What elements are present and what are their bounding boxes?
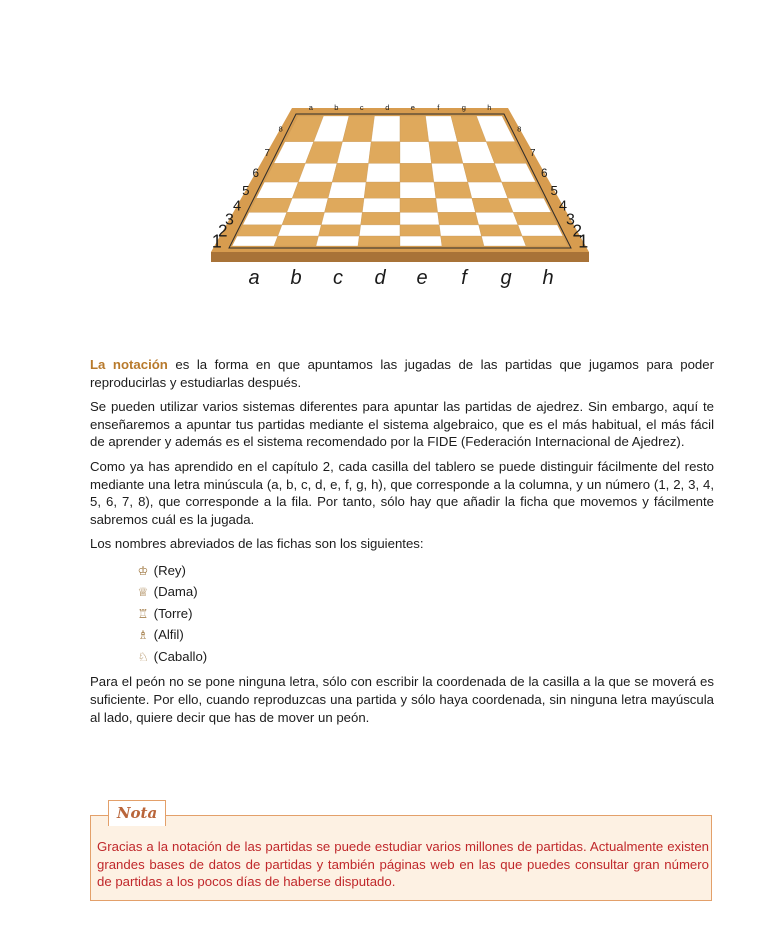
board-square (522, 236, 568, 246)
queen-icon: ♕ (137, 585, 149, 600)
chessboard-figure (200, 96, 600, 296)
board-square (518, 225, 563, 236)
rank-label-left: 6 (252, 166, 259, 180)
board-square (400, 236, 442, 246)
file-label-bottom: h (542, 267, 554, 289)
list-item (136, 581, 714, 603)
rank-label-left: 8 (278, 124, 283, 134)
board-square (479, 225, 523, 236)
file-label-top: f (437, 103, 440, 112)
board-frame-edge (211, 252, 589, 262)
board-square (371, 116, 400, 142)
rank-label-right: 2 (572, 221, 582, 241)
board-square (366, 163, 400, 182)
file-label-top: c (359, 103, 364, 112)
list-item (136, 603, 714, 625)
board-square (325, 198, 365, 212)
board-square (482, 236, 527, 246)
rook-icon: ♖ (137, 606, 149, 621)
board-square (337, 142, 371, 164)
board-square (249, 198, 292, 212)
rank-label-left: 4 (233, 198, 242, 215)
file-label-bottom: f (461, 267, 467, 289)
file-label-top: e (410, 103, 415, 112)
note-text: Gracias a la notación de las partidas se puede estudiar varios millones de partidas. Actualmente existen grandes bases de datos de partidas y también páginas web en las que puedes consultar gran número de partidas a los pocos días de haberse disputado. (97, 839, 709, 890)
piece-list (90, 560, 714, 668)
file-label-top: g (461, 103, 466, 112)
board-square (274, 236, 319, 246)
article-body (90, 356, 714, 733)
piece-label: (Dama) (153, 584, 198, 600)
board-square (438, 212, 479, 225)
board-square (358, 236, 400, 246)
rank-label-right: 6 (541, 166, 548, 180)
board-square (400, 163, 434, 182)
board-square (364, 182, 400, 198)
rank-label-left: 5 (242, 182, 250, 198)
board-square (232, 236, 278, 246)
king-icon: ♔ (137, 563, 149, 578)
rank-label-left: 3 (225, 211, 234, 229)
file-label-top: b (334, 103, 339, 112)
board-square (243, 212, 287, 225)
board-square (476, 212, 519, 225)
file-label-bottom: g (500, 267, 512, 289)
note-title: Nota (108, 800, 166, 826)
file-label-top: h (487, 103, 492, 112)
piece-label: (Rey) (153, 562, 186, 578)
intro-paragraph (90, 356, 714, 391)
file-label-top: a (308, 103, 313, 112)
board-square (332, 163, 368, 182)
rank-label-left: 2 (218, 221, 228, 241)
board-square (436, 198, 476, 212)
rank-label-left: 7 (264, 148, 270, 159)
notation-highlight: La notación (90, 357, 168, 372)
chessboard-diagram (200, 96, 600, 296)
knight-icon: ♘ (137, 649, 149, 664)
board-square (439, 225, 481, 236)
board-square (328, 182, 366, 198)
board-square (400, 212, 439, 225)
board-square (400, 142, 432, 164)
board-square (400, 198, 438, 212)
board-square (400, 182, 436, 198)
rank-label-right: 3 (566, 211, 575, 229)
file-label-bottom: b (290, 267, 302, 289)
piece-label: (Alfil) (153, 627, 184, 643)
bishop-icon: ♗ (137, 628, 149, 643)
rank-label-right: 1 (578, 231, 589, 252)
board-square (359, 225, 400, 236)
piece-label: (Caballo) (153, 648, 208, 664)
file-label-top: d (385, 103, 390, 112)
rank-label-right: 4 (558, 198, 567, 215)
list-item (136, 560, 714, 582)
board-square (400, 116, 429, 142)
board-square (321, 212, 362, 225)
paragraph-pieces-intro: Los nombres abreviados de las fichas son los siguientes: (90, 536, 424, 552)
list-item (136, 624, 714, 646)
file-label-bottom: c (333, 267, 343, 289)
board-square (400, 225, 441, 236)
file-label-bottom: d (374, 267, 386, 289)
board-square (319, 225, 361, 236)
board-square (278, 225, 322, 236)
board-square (282, 212, 325, 225)
paragraph-squares: Como ya has aprendido en el capítulo 2, cada casilla del tablero se puede distinguir fácilmente del resto mediante una letra minúscula (a, b, c, d, e, f, g, h), que corresponde a la columna, y un número (1, 2, 3, 4, 5, 6, 7, 8), que corresponde a la fila. Por tanto, sólo hay que añadir la ficha que movemos y fácilmente sabremos cuál es la jugada. (90, 458, 714, 527)
piece-label: (Torre) (153, 605, 193, 621)
board-square (472, 198, 513, 212)
board-square (316, 236, 359, 246)
board-square (434, 182, 472, 198)
board-square (468, 182, 508, 198)
board-square (369, 142, 401, 164)
rank-label-right: 5 (550, 182, 558, 198)
file-label-bottom: a (248, 267, 260, 289)
board-square (441, 236, 484, 246)
paragraph-systems: Se pueden utilizar varios sistemas diferentes para apuntar las partidas de ajedrez. Sin embargo, aquí te enseñaremos a apuntar tus partidas mediante el sistema algebraico, que es el más habitual, el más fácil de aprender y además es el sistema recomendado por la FIDE (Federación Internacional de Ajedrez). (90, 399, 714, 450)
board-square (429, 142, 463, 164)
intro-rest: es la forma en que apuntamos las jugadas de las partidas que jugamos para poder reproducirlas y estudiarlas después. (90, 357, 714, 390)
rank-label-right: 7 (530, 148, 536, 159)
board-square (362, 198, 400, 212)
board-square (237, 225, 282, 236)
list-item (136, 646, 714, 668)
board-square (287, 198, 328, 212)
rank-label-right: 8 (517, 124, 522, 134)
board-square (513, 212, 557, 225)
board-square (361, 212, 400, 225)
file-label-bottom: e (416, 267, 428, 289)
rank-label-left: 1 (211, 231, 222, 252)
board-square (508, 198, 551, 212)
board-square (432, 163, 468, 182)
paragraph-pawn: Para el peón no se pone ninguna letra, sólo con escribir la coordenada de la casilla a la que se moverá es suficiente. Por ello, cuando reproduzcas una partida y sólo haya coordenada, sin ninguna letra mayúscula al lado, quiere decir que has de mover un peón. (90, 674, 714, 725)
board-square (292, 182, 332, 198)
